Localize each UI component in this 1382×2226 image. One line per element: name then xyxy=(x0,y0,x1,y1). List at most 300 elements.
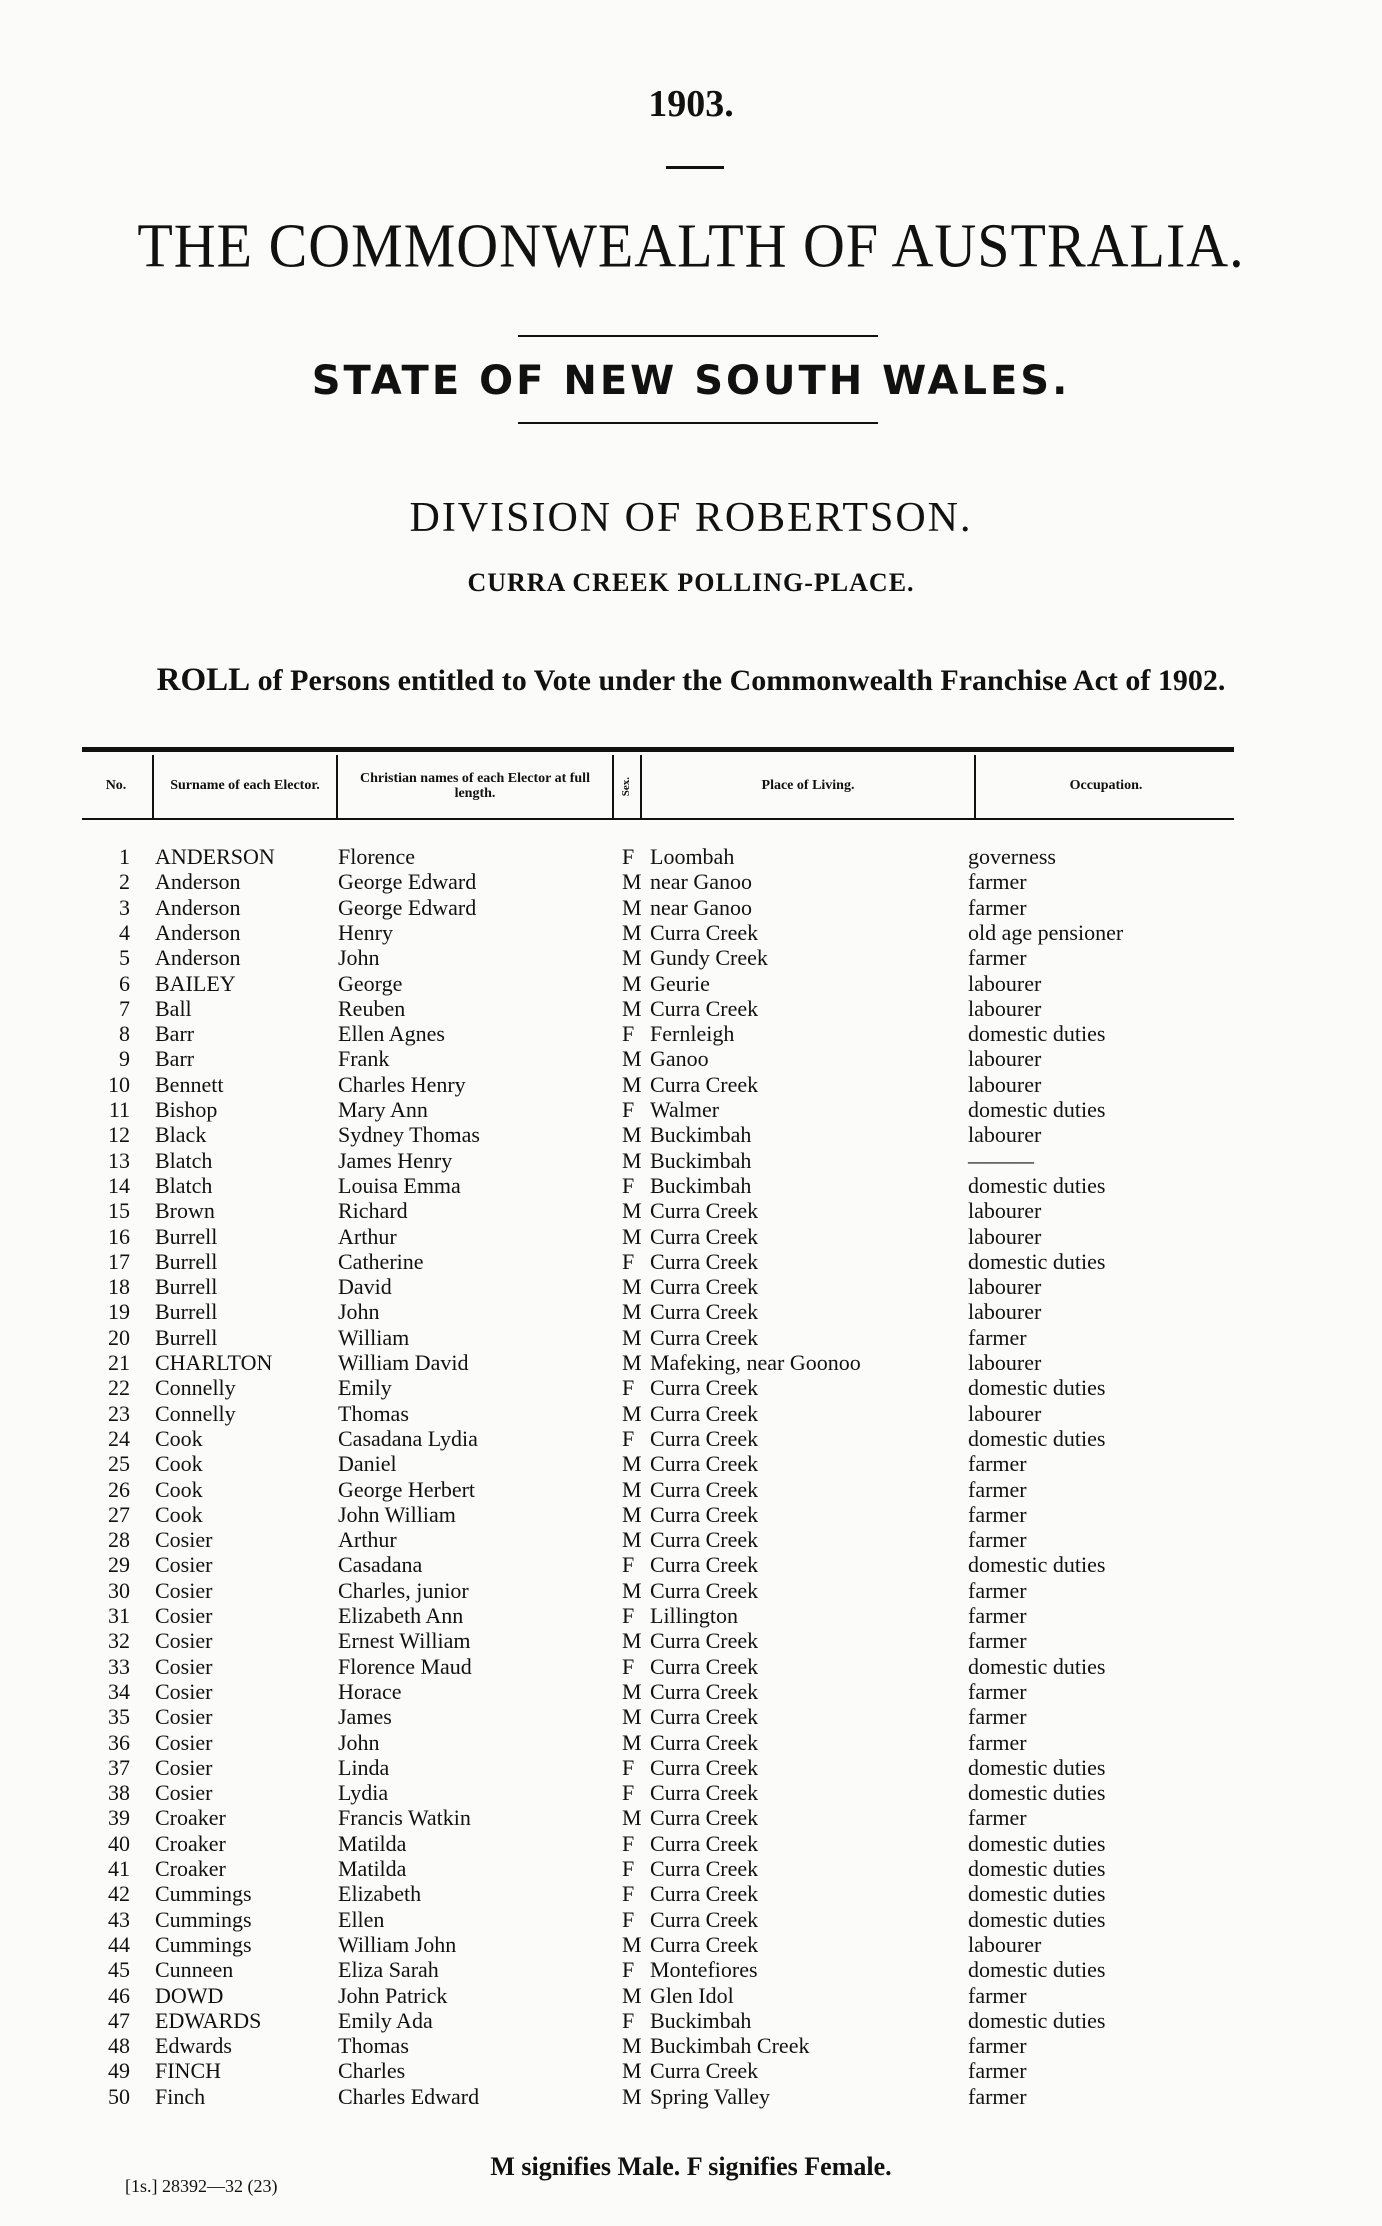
row-christian-names: Matilda xyxy=(338,1830,407,1856)
row-place-of-living: Curra Creek xyxy=(650,1906,759,1932)
row-number: 8 xyxy=(119,1021,130,1047)
col-header-no: No. xyxy=(105,778,127,794)
row-christian-names: Louisa Emma xyxy=(338,1172,461,1198)
table-row xyxy=(0,1831,1382,1856)
row-number: 26 xyxy=(108,1476,130,1502)
row-place-of-living: Buckimbah xyxy=(650,1172,752,1198)
table-row xyxy=(0,1401,1382,1426)
table-row xyxy=(0,1477,1382,1502)
row-sex: M xyxy=(622,995,642,1021)
row-place-of-living: Curra Creek xyxy=(650,1805,759,1831)
table-row xyxy=(0,1451,1382,1476)
row-christian-names: Horace xyxy=(338,1678,402,1704)
table-row xyxy=(0,1122,1382,1147)
table-row xyxy=(0,2058,1382,2083)
row-sex: M xyxy=(622,1931,642,1957)
row-christian-names: Charles, junior xyxy=(338,1577,469,1603)
row-christian-names: James Henry xyxy=(338,1147,453,1173)
table-row xyxy=(0,1350,1382,1375)
row-occupation: farmer xyxy=(968,1982,1027,2008)
row-place-of-living: Buckimbah xyxy=(650,1147,752,1173)
row-surname: Cosier xyxy=(155,1653,213,1679)
row-number: 12 xyxy=(108,1122,130,1148)
table-row xyxy=(0,1097,1382,1122)
row-christian-names: John Patrick xyxy=(338,1982,448,2008)
row-number: 28 xyxy=(108,1527,130,1553)
row-occupation: ——— xyxy=(968,1147,1034,1173)
row-sex: M xyxy=(622,1274,642,1300)
row-place-of-living: Curra Creek xyxy=(650,919,759,945)
row-place-of-living: Curra Creek xyxy=(650,1324,759,1350)
row-surname: Cosier xyxy=(155,1780,213,1806)
row-surname: Anderson xyxy=(155,919,241,945)
row-sex: F xyxy=(622,2007,635,2033)
row-sex: M xyxy=(622,1223,642,1249)
row-christian-names: Charles xyxy=(338,2058,406,2084)
col-header-place: Place of Living. xyxy=(761,778,855,794)
divider-bottom xyxy=(518,422,878,424)
row-surname: Edwards xyxy=(155,2033,232,2059)
row-surname: Cook xyxy=(155,1501,203,1527)
row-occupation: farmer xyxy=(968,1501,1027,1527)
row-sex: M xyxy=(622,1147,642,1173)
row-christian-names: George xyxy=(338,970,403,996)
row-surname: Cook xyxy=(155,1425,203,1451)
roll-description xyxy=(0,662,1382,699)
row-occupation: farmer xyxy=(968,869,1027,895)
row-christian-names: Daniel xyxy=(338,1451,397,1477)
row-number: 50 xyxy=(108,2083,130,2109)
row-sex: M xyxy=(622,2033,642,2059)
table-row xyxy=(0,844,1382,869)
row-number: 18 xyxy=(108,1274,130,1300)
row-occupation: farmer xyxy=(968,1729,1027,1755)
row-number: 40 xyxy=(108,1830,130,1856)
table-row xyxy=(0,1224,1382,1249)
row-sex: F xyxy=(622,1172,635,1198)
row-christian-names: John William xyxy=(338,1501,456,1527)
table-row xyxy=(0,1881,1382,1906)
row-number: 48 xyxy=(108,2033,130,2059)
row-occupation: farmer xyxy=(968,2058,1027,2084)
row-occupation: farmer xyxy=(968,1628,1027,1654)
row-christian-names: James xyxy=(338,1704,392,1730)
row-place-of-living: Glen Idol xyxy=(650,1982,734,2008)
row-surname: Barr xyxy=(155,1046,195,1072)
row-sex: M xyxy=(622,894,642,920)
row-christian-names: Linda xyxy=(338,1754,390,1780)
row-place-of-living: near Ganoo xyxy=(650,894,753,920)
row-occupation: domestic duties xyxy=(968,1248,1106,1274)
table-row xyxy=(0,2084,1382,2109)
row-christian-names: David xyxy=(338,1274,392,1300)
row-occupation: domestic duties xyxy=(968,2007,1106,2033)
row-christian-names: Ellen Agnes xyxy=(338,1021,445,1047)
row-place-of-living: Geurie xyxy=(650,970,710,996)
row-occupation: labourer xyxy=(968,970,1042,996)
row-occupation: labourer xyxy=(968,1223,1042,1249)
row-place-of-living: Buckimbah xyxy=(650,2007,752,2033)
row-place-of-living: Buckimbah xyxy=(650,1122,752,1148)
row-sex: M xyxy=(622,1451,642,1477)
row-christian-names: William David xyxy=(338,1350,469,1375)
row-number: 25 xyxy=(108,1451,130,1477)
row-number: 30 xyxy=(108,1577,130,1603)
row-surname: Brown xyxy=(155,1198,215,1224)
year-heading: 1903. xyxy=(648,83,734,125)
short-divider xyxy=(666,166,724,169)
col-header-surname: Surname of each Elector. xyxy=(170,778,320,794)
print-reference: [1s.] 28392—32 (23) xyxy=(125,2176,278,2196)
row-christian-names: Francis Watkin xyxy=(338,1805,471,1831)
row-christian-names: Emily Ada xyxy=(338,2007,433,2033)
row-place-of-living: Curra Creek xyxy=(650,1375,759,1401)
roll-rest: of Persons entitled to Vote under the Commonwealth Franchise Act of 1902. xyxy=(250,664,1226,697)
row-sex: M xyxy=(622,2058,642,2084)
row-number: 38 xyxy=(108,1780,130,1806)
row-place-of-living: Curra Creek xyxy=(650,1653,759,1679)
row-sex: F xyxy=(622,1425,635,1451)
row-christian-names: John xyxy=(338,1299,380,1325)
row-surname: ANDERSON xyxy=(155,844,275,869)
table-row xyxy=(0,1527,1382,1552)
row-number: 13 xyxy=(108,1147,130,1173)
row-number: 35 xyxy=(108,1704,130,1730)
row-sex: F xyxy=(622,844,635,869)
row-place-of-living: Curra Creek xyxy=(650,1704,759,1730)
row-place-of-living: Curra Creek xyxy=(650,995,759,1021)
row-christian-names: Thomas xyxy=(338,1400,409,1426)
sex-legend: M signifies Male. F signifies Female. xyxy=(490,2152,892,2181)
row-sex: F xyxy=(622,1248,635,1274)
row-number: 1 xyxy=(119,844,130,869)
row-number: 24 xyxy=(108,1425,130,1451)
table-row xyxy=(0,1603,1382,1628)
row-occupation: labourer xyxy=(968,1931,1042,1957)
col-separator xyxy=(336,755,338,818)
col-separator xyxy=(612,755,614,818)
row-number: 47 xyxy=(108,2007,130,2033)
col-header-sex xyxy=(616,755,638,818)
row-sex: M xyxy=(622,1350,642,1375)
row-sex: F xyxy=(622,1881,635,1907)
row-sex: M xyxy=(622,1527,642,1553)
table-row xyxy=(0,1628,1382,1653)
row-christian-names: Lydia xyxy=(338,1780,389,1806)
row-occupation: labourer xyxy=(968,1198,1042,1224)
row-place-of-living: Ganoo xyxy=(650,1046,709,1072)
row-sex: M xyxy=(622,1501,642,1527)
row-occupation: labourer xyxy=(968,1071,1042,1097)
row-sex: M xyxy=(622,1324,642,1350)
row-sex: F xyxy=(622,1830,635,1856)
row-occupation: farmer xyxy=(968,1324,1027,1350)
row-christian-names: Mary Ann xyxy=(338,1097,428,1122)
row-number: 21 xyxy=(108,1350,130,1375)
row-occupation: old age pensioner xyxy=(968,919,1124,945)
row-sex: F xyxy=(622,1375,635,1401)
row-place-of-living: Curra Creek xyxy=(650,1248,759,1274)
row-surname: Cummings xyxy=(155,1881,252,1907)
row-surname: Ball xyxy=(155,995,192,1021)
row-number: 33 xyxy=(108,1653,130,1679)
row-surname: Cunneen xyxy=(155,1957,234,1983)
row-number: 27 xyxy=(108,1501,130,1527)
row-christian-names: Arthur xyxy=(338,1527,397,1553)
row-sex: M xyxy=(622,1628,642,1654)
row-christian-names: Henry xyxy=(338,919,393,945)
row-sex: F xyxy=(622,1021,635,1047)
table-row xyxy=(0,1755,1382,1780)
row-sex: M xyxy=(622,1729,642,1755)
row-surname: Cosier xyxy=(155,1678,213,1704)
row-place-of-living: Curra Creek xyxy=(650,1198,759,1224)
row-surname: Croaker xyxy=(155,1830,226,1856)
row-surname: Burrell xyxy=(155,1324,218,1350)
row-number: 6 xyxy=(119,970,130,996)
row-sex: M xyxy=(622,1122,642,1148)
row-occupation: domestic duties xyxy=(968,1957,1106,1983)
row-number: 43 xyxy=(108,1906,130,1932)
table-row xyxy=(0,1426,1382,1451)
row-number: 45 xyxy=(108,1957,130,1983)
row-place-of-living: Curra Creek xyxy=(650,1881,759,1907)
row-christian-names: Matilda xyxy=(338,1856,407,1881)
row-christian-names: Arthur xyxy=(338,1223,397,1249)
table-row xyxy=(0,1299,1382,1324)
row-occupation: farmer xyxy=(968,1805,1027,1831)
row-occupation: domestic duties xyxy=(968,1172,1106,1198)
row-occupation: labourer xyxy=(968,1046,1042,1072)
table-row xyxy=(0,869,1382,894)
row-surname: Croaker xyxy=(155,1805,226,1831)
row-number: 11 xyxy=(108,1097,130,1122)
row-number: 3 xyxy=(119,894,130,920)
row-christian-names: Casadana Lydia xyxy=(338,1425,478,1451)
row-place-of-living: Curra Creek xyxy=(650,1729,759,1755)
row-christian-names: John xyxy=(338,945,380,971)
row-number: 16 xyxy=(108,1223,130,1249)
row-place-of-living: Curra Creek xyxy=(650,1451,759,1477)
row-sex: M xyxy=(622,1071,642,1097)
row-number: 29 xyxy=(108,1552,130,1578)
row-surname: Burrell xyxy=(155,1223,218,1249)
row-place-of-living: Fernleigh xyxy=(650,1021,735,1047)
row-place-of-living: Lillington xyxy=(650,1603,738,1628)
table-row xyxy=(0,1274,1382,1299)
row-occupation: labourer xyxy=(968,1122,1042,1148)
table-row xyxy=(0,1704,1382,1729)
row-place-of-living: Curra Creek xyxy=(650,1830,759,1856)
row-occupation: domestic duties xyxy=(968,1754,1106,1780)
row-surname: Cosier xyxy=(155,1527,213,1553)
row-surname: Burrell xyxy=(155,1299,218,1325)
row-number: 7 xyxy=(119,995,130,1021)
row-occupation: farmer xyxy=(968,945,1027,971)
row-occupation: domestic duties xyxy=(968,1780,1106,1806)
table-row xyxy=(0,1375,1382,1400)
row-occupation: labourer xyxy=(968,1350,1042,1375)
row-surname: Bishop xyxy=(155,1097,218,1122)
row-surname: Black xyxy=(155,1122,207,1148)
row-christian-names: Catherine xyxy=(338,1248,424,1274)
row-surname: Cosier xyxy=(155,1628,213,1654)
row-sex: F xyxy=(622,1603,635,1628)
row-christian-names: Thomas xyxy=(338,2033,409,2059)
row-number: 32 xyxy=(108,1628,130,1654)
row-place-of-living: Curra Creek xyxy=(650,1931,759,1957)
row-surname: DOWD xyxy=(155,1982,224,2008)
row-occupation: domestic duties xyxy=(968,1552,1106,1578)
row-occupation: domestic duties xyxy=(968,1830,1106,1856)
row-number: 17 xyxy=(108,1248,130,1274)
row-christian-names: William xyxy=(338,1324,410,1350)
row-number: 44 xyxy=(108,1931,130,1957)
row-place-of-living: Curra Creek xyxy=(650,1577,759,1603)
row-christian-names: John xyxy=(338,1729,380,1755)
row-number: 46 xyxy=(108,1982,130,2008)
row-number: 41 xyxy=(108,1856,130,1881)
roll-lead: ROLL xyxy=(156,662,251,698)
row-christian-names: Richard xyxy=(338,1198,408,1224)
row-surname: Cosier xyxy=(155,1704,213,1730)
divider-top xyxy=(518,335,878,337)
col-separator xyxy=(974,755,976,818)
row-surname: Burrell xyxy=(155,1274,218,1300)
row-sex: F xyxy=(622,1552,635,1578)
row-occupation: domestic duties xyxy=(968,1375,1106,1401)
row-number: 9 xyxy=(119,1046,130,1072)
row-occupation: farmer xyxy=(968,2033,1027,2059)
row-occupation: domestic duties xyxy=(968,1425,1106,1451)
table-row xyxy=(0,1805,1382,1830)
row-surname: Cosier xyxy=(155,1754,213,1780)
row-surname: Cosier xyxy=(155,1603,213,1628)
row-christian-names: Ernest William xyxy=(338,1628,471,1654)
table-row xyxy=(0,1932,1382,1957)
row-sex: M xyxy=(622,945,642,971)
row-place-of-living: Walmer xyxy=(650,1097,720,1122)
row-sex: M xyxy=(622,1805,642,1831)
row-surname: BAILEY xyxy=(155,970,236,996)
row-number: 15 xyxy=(108,1198,130,1224)
row-christian-names: Charles Edward xyxy=(338,2083,480,2109)
row-sex: F xyxy=(622,1906,635,1932)
row-place-of-living: Curra Creek xyxy=(650,1274,759,1300)
row-place-of-living: Buckimbah Creek xyxy=(650,2033,810,2059)
row-sex: F xyxy=(622,1856,635,1881)
row-surname: Blatch xyxy=(155,1147,213,1173)
table-row xyxy=(0,1957,1382,1982)
row-number: 14 xyxy=(108,1172,130,1198)
row-place-of-living: Curra Creek xyxy=(650,1780,759,1806)
row-sex: M xyxy=(622,1400,642,1426)
row-number: 22 xyxy=(108,1375,130,1401)
row-place-of-living: Curra Creek xyxy=(650,1476,759,1502)
table-row xyxy=(0,1072,1382,1097)
col-separator xyxy=(152,755,154,818)
table-row xyxy=(0,1679,1382,1704)
row-number: 37 xyxy=(108,1754,130,1780)
row-surname: Anderson xyxy=(155,869,241,895)
row-sex: M xyxy=(622,2083,642,2109)
row-occupation: domestic duties xyxy=(968,1881,1106,1907)
col-header-sex-text: Sex. xyxy=(620,776,633,797)
table-row xyxy=(0,2033,1382,2058)
row-surname: Croaker xyxy=(155,1856,226,1881)
row-christian-names: Charles Henry xyxy=(338,1071,466,1097)
row-christian-names: Florence Maud xyxy=(338,1653,472,1679)
table-row xyxy=(0,1021,1382,1046)
col-separator xyxy=(640,755,642,818)
row-occupation: domestic duties xyxy=(968,1097,1106,1122)
row-occupation: farmer xyxy=(968,2083,1027,2109)
table-row xyxy=(0,1730,1382,1755)
row-occupation: domestic duties xyxy=(968,1021,1106,1047)
row-occupation: farmer xyxy=(968,1603,1027,1628)
row-place-of-living: Curra Creek xyxy=(650,1678,759,1704)
table-row xyxy=(0,996,1382,1021)
table-row xyxy=(0,1780,1382,1805)
table-row xyxy=(0,1552,1382,1577)
table-row xyxy=(0,1173,1382,1198)
row-surname: Cosier xyxy=(155,1552,213,1578)
table-row xyxy=(0,1325,1382,1350)
table-row xyxy=(0,1654,1382,1679)
table-top-rule xyxy=(82,747,1234,752)
row-christian-names: Casadana xyxy=(338,1552,423,1578)
row-surname: Anderson xyxy=(155,894,241,920)
row-surname: Cosier xyxy=(155,1577,213,1603)
row-place-of-living: Mafeking, near Goonoo xyxy=(650,1350,861,1375)
row-number: 39 xyxy=(108,1805,130,1831)
row-sex: M xyxy=(622,919,642,945)
row-surname: Cosier xyxy=(155,1729,213,1755)
row-place-of-living: Curra Creek xyxy=(650,1299,759,1325)
row-surname: FINCH xyxy=(155,2058,222,2084)
row-surname: Blatch xyxy=(155,1172,213,1198)
row-surname: Anderson xyxy=(155,945,241,971)
table-row xyxy=(0,2008,1382,2033)
row-sex: M xyxy=(622,869,642,895)
table-row xyxy=(0,1578,1382,1603)
row-occupation: governess xyxy=(968,844,1056,869)
row-sex: M xyxy=(622,1678,642,1704)
polling-place-heading: CURRA CREEK POLLING-PLACE. xyxy=(467,568,915,597)
row-place-of-living: Curra Creek xyxy=(650,1552,759,1578)
row-sex: M xyxy=(622,1046,642,1072)
row-number: 20 xyxy=(108,1324,130,1350)
col-header-christian: Christian names of each Elector at full length. xyxy=(360,770,590,801)
row-sex: M xyxy=(622,1982,642,2008)
row-number: 23 xyxy=(108,1400,130,1426)
row-place-of-living: Curra Creek xyxy=(650,1400,759,1426)
row-surname: EDWARDS xyxy=(155,2007,262,2033)
row-surname: CHARLTON xyxy=(155,1350,273,1375)
row-occupation: farmer xyxy=(968,1451,1027,1477)
row-surname: Connelly xyxy=(155,1375,236,1401)
page-title: THE COMMONWEALTH OF AUSTRALIA. xyxy=(137,210,1245,281)
row-sex: F xyxy=(622,1097,635,1122)
row-occupation: farmer xyxy=(968,1476,1027,1502)
row-place-of-living: Curra Creek xyxy=(650,1628,759,1654)
row-christian-names: Frank xyxy=(338,1046,390,1072)
row-place-of-living: Loombah xyxy=(650,844,735,869)
row-occupation: farmer xyxy=(968,1678,1027,1704)
row-christian-names: Eliza Sarah xyxy=(338,1957,439,1983)
row-sex: M xyxy=(622,1476,642,1502)
row-occupation: farmer xyxy=(968,894,1027,920)
